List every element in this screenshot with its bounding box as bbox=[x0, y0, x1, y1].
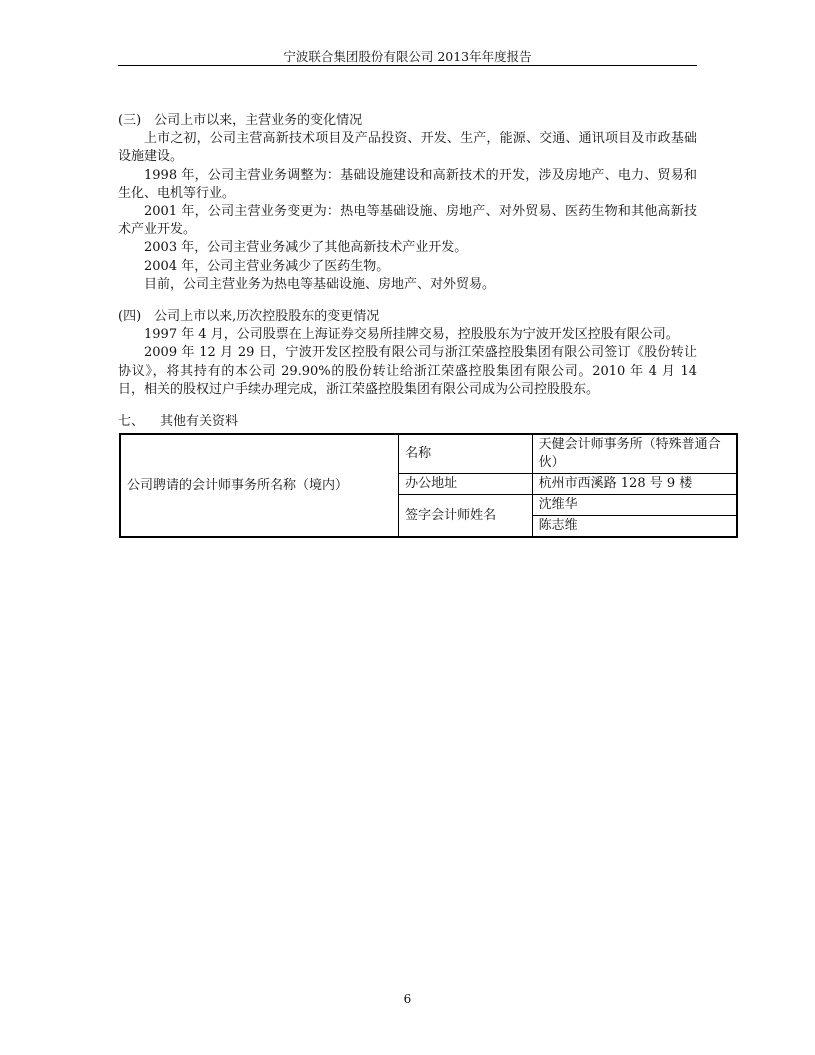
paragraph: 2004 年，公司主营业务减少了医药生物。 bbox=[144, 258, 390, 274]
section-title-four: (四) 公司上市以来,历次控股股东的变更情况 bbox=[118, 309, 380, 325]
signer-value-cell: 陈志维 bbox=[532, 516, 737, 538]
paragraph: 2003 年，公司主营业务减少了其他高新技术产业开发。 bbox=[144, 240, 468, 256]
paragraph: 1997 年 4 月，公司股票在上海证券交易所挂牌交易，控股股东为宁波开发区控股有限公司。 bbox=[144, 327, 679, 343]
section-title-text: 其他有关资料 bbox=[160, 414, 239, 430]
address-value-cell: 杭州市西溪路 128 号 9 楼 bbox=[532, 474, 737, 495]
page-number: 6 bbox=[403, 992, 412, 1006]
paragraph: 2009 年 12 月 29 日，宁波开发区控股有限公司与浙江荣盛控股集团有限公司签订《股份转让协议》，将其持有的本公司 29.90%的股份转让给浙江荣盛控股集团有限公司。2010 年 4 月 14 日，相关的股权过户手续办理完成，浙江荣盛控股集团有限公司成为公司控股股东。 bbox=[118, 345, 697, 397]
paragraph: 上市之初，公司主营高新技术项目及产品投资、开发、生产，能源、交通、通讯项目及市政基础设施建设。 bbox=[118, 131, 697, 165]
page-header: 宁波联合集团股份有限公司 2013年年度报告 bbox=[283, 49, 532, 64]
section-title-three: (三) 公司上市以来，主营业务的变化情况 bbox=[118, 113, 363, 128]
paragraph: 2001 年，公司主营业务变更为：热电等基础设施、房地产、对外贸易、医药生物和其他高新技术产业开发。 bbox=[118, 204, 697, 238]
signer-key-cell: 签字会计师姓名 bbox=[399, 495, 533, 538]
auditor-info-table bbox=[119, 433, 738, 538]
auditor-label-cell: 公司聘请的会计师事务所名称（境内） bbox=[120, 434, 399, 537]
paragraph: 1998 年，公司主营业务调整为：基础设施建设和高新技术的开发，涉及房地产、电力、贸易和生化、电机等行业。 bbox=[118, 167, 697, 201]
document-body bbox=[118, 112, 697, 431]
name-value-cell: 天健会计师事务所（特殊普通合伙） bbox=[532, 434, 737, 474]
section-number: 七、 bbox=[118, 414, 145, 430]
name-key-cell: 名称 bbox=[399, 434, 533, 474]
signer-value-cell: 沈维华 bbox=[532, 495, 737, 516]
section-title-seven bbox=[118, 413, 697, 431]
paragraph: 目前，公司主营业务为热电等基础设施、房地产、对外贸易。 bbox=[144, 276, 496, 292]
address-key-cell: 办公地址 bbox=[399, 474, 533, 495]
header-rule bbox=[118, 65, 697, 66]
